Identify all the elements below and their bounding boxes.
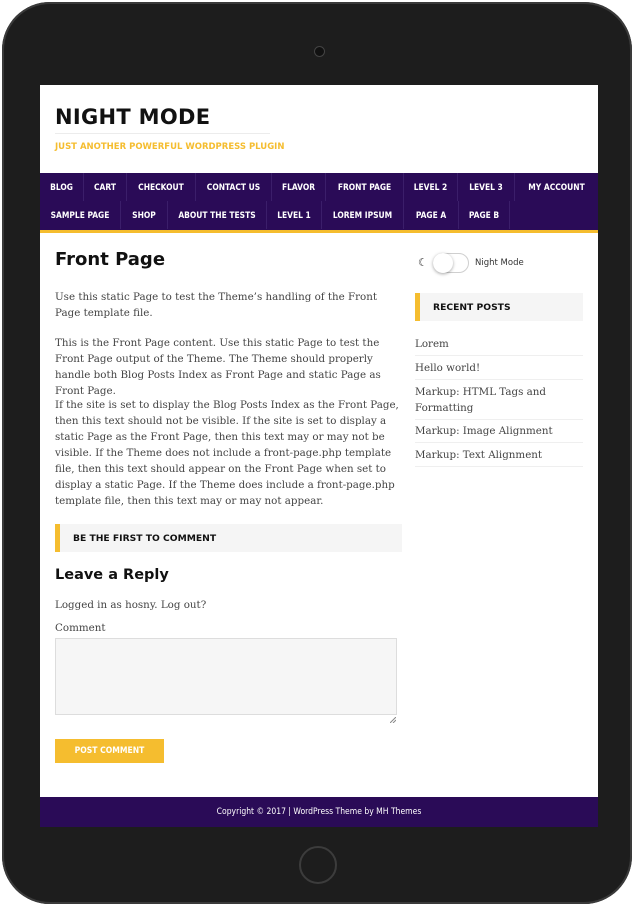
nav-item-level-2[interactable]: LEVEL 2 <box>404 173 458 201</box>
nav-item-my-account[interactable]: MY ACCOUNT <box>528 182 585 192</box>
night-mode-label: Night Mode <box>475 258 524 268</box>
nav-item-flavor[interactable]: FLAVOR <box>272 173 326 201</box>
logged-in-text <box>55 599 206 611</box>
nav-item-shop[interactable]: SHOP <box>121 201 168 229</box>
reply-title: Leave a Reply <box>55 567 169 583</box>
camera-icon <box>314 46 325 57</box>
nav-item-level-3[interactable]: LEVEL 3 <box>458 173 515 201</box>
recent-post-link[interactable]: Hello world! <box>415 360 583 380</box>
page-title: Front Page <box>55 249 166 270</box>
site-footer: Copyright © 2017 | WordPress Theme by MH Themes <box>40 797 598 827</box>
nav-item-level-1[interactable]: LEVEL 1 <box>267 201 322 229</box>
nav-item-lorem-ipsum[interactable]: LOREM IPSUM <box>322 201 404 229</box>
comments-header-label: BE THE FIRST TO COMMENT <box>73 533 217 544</box>
toggle-knob[interactable] <box>433 253 453 273</box>
recent-post-link[interactable]: Markup: Text Alignment <box>415 447 583 467</box>
content-paragraph: If the site is set to display the Blog Posts Index as the Front Page, then this text should not be visible. If the site is set to display a static Page as the Front Page, then this text may or may not be visible. If the Theme does not include a front-page.php template file, then this text should appear on the Front Page when set to display a static Page. If the Theme does include a front-page.php template file, then this text may or may not appear. <box>55 399 399 507</box>
nav-item-front-page[interactable]: FRONT PAGE <box>326 173 404 201</box>
logout-link[interactable]: Log out? <box>160 599 207 611</box>
recent-posts-title: RECENT POSTS <box>433 302 511 313</box>
recent-post-link[interactable]: Lorem <box>415 336 583 356</box>
main-navigation <box>40 173 598 233</box>
browser-screen <box>40 85 598 827</box>
content-paragraph: This is the Front Page content. Use this static Page to test the Front Page output of the Theme. The Theme should properly handle both Blog Posts Index as Front Page and static Page as Front Page. <box>55 337 381 397</box>
logged-in-prefix: Logged in as hosny. <box>55 599 158 611</box>
recent-post-link[interactable]: Markup: Image Alignment <box>415 423 583 443</box>
night-mode-toggle[interactable] <box>433 253 469 273</box>
home-button[interactable] <box>299 846 337 884</box>
comment-label: Comment <box>55 622 106 634</box>
site-title[interactable]: NIGHT MODE <box>55 105 211 129</box>
resize-grip-icon[interactable] <box>390 708 396 714</box>
moon-icon: ☾ <box>418 256 428 269</box>
title-divider <box>55 133 270 134</box>
nav-item-page-a[interactable]: PAGE A <box>404 201 459 229</box>
nav-item-cart[interactable]: CART <box>84 173 127 201</box>
site-header <box>40 85 598 173</box>
comment-textarea[interactable] <box>55 638 397 715</box>
nav-item-contact-us[interactable]: CONTACT US <box>196 173 272 201</box>
content-paragraph: Use this static Page to test the Theme’s handling of the Front Page template file. <box>55 291 378 319</box>
tablet-frame <box>2 2 632 904</box>
nav-item-sample-page[interactable]: SAMPLE PAGE <box>40 201 121 229</box>
nav-item-page-b[interactable]: PAGE B <box>459 201 510 229</box>
recent-posts-header <box>415 293 583 321</box>
site-tagline: JUST ANOTHER POWERFUL WORDPRESS PLUGIN <box>55 142 285 152</box>
nav-item-about-the-tests[interactable]: ABOUT THE TESTS <box>168 201 267 229</box>
comments-header <box>55 524 402 552</box>
nav-item-checkout[interactable]: CHECKOUT <box>127 173 196 201</box>
nav-item-blog[interactable]: BLOG <box>40 173 84 201</box>
recent-post-link[interactable]: Markup: HTML Tags and Formatting <box>415 384 583 420</box>
post-comment-button[interactable]: POST COMMENT <box>55 739 164 763</box>
